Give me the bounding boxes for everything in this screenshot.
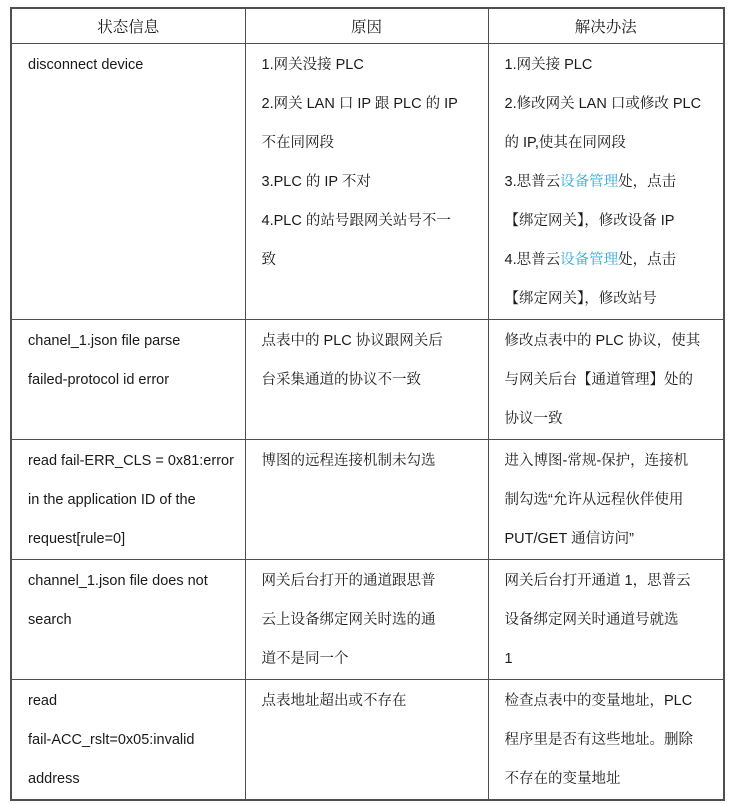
text-run: channel_1.json file does not — [28, 572, 208, 589]
cell-line — [505, 46, 718, 85]
cell-line — [262, 241, 482, 280]
text-run: 处，点击 — [618, 173, 677, 190]
text-run: 4.PLC 的站号跟网关站号不一 — [261, 212, 451, 229]
text-run: 【绑定网关】，修改设备 IP — [504, 212, 675, 229]
text-run: 修改点表中的 PLC 协议，使其 — [504, 332, 701, 349]
text-run: 1 — [504, 650, 513, 667]
highlighted-term: 设备管理 — [560, 251, 619, 268]
cell-line — [28, 322, 239, 361]
table-row — [11, 439, 724, 559]
text-run: failed-protocol id error — [28, 371, 170, 388]
text-run: 程序里是否有这些地址。删除 — [504, 731, 693, 748]
cell-line — [28, 721, 239, 760]
text-run: fail-ACC_rslt=0x05:invalid — [28, 731, 195, 748]
text-run: 博图的远程连接机制未勾选 — [261, 452, 436, 469]
text-run: 进入博图-常规-保护，连接机 — [504, 452, 689, 469]
cell-line — [505, 682, 718, 721]
cell-line — [505, 601, 718, 640]
cell-solution — [488, 559, 724, 679]
cell-line — [262, 601, 482, 640]
text-run: 3.PLC 的 IP 不对 — [261, 173, 371, 190]
cell-solution — [488, 679, 724, 800]
text-run: 2.网关 LAN 口 IP 跟 PLC 的 IP — [261, 95, 458, 112]
text-run: chanel_1.json file parse — [28, 332, 181, 349]
cell-status — [11, 43, 245, 319]
cell-line — [262, 361, 482, 400]
cell-line — [262, 202, 482, 241]
text-run: 【绑定网关】，修改站号 — [504, 290, 657, 307]
cell-line — [262, 442, 482, 481]
text-run: read fail-ERR_CLS = 0x81:error — [28, 452, 234, 469]
cell-line — [505, 124, 718, 163]
cell-line — [28, 760, 239, 799]
cell-line — [505, 202, 718, 241]
cell-line — [262, 46, 482, 85]
table-row — [11, 679, 724, 800]
cell-cause — [245, 679, 488, 800]
cell-line — [262, 682, 482, 721]
text-run: 3.思普云 — [504, 173, 561, 190]
text-run: 点表中的 PLC 协议跟网关后 — [261, 332, 443, 349]
text-run: 不存在的变量地址 — [504, 770, 621, 787]
text-run: 云上设备绑定网关时选的通 — [261, 611, 436, 628]
cell-cause — [245, 559, 488, 679]
cell-status — [11, 319, 245, 439]
highlighted-term: 设备管理 — [560, 173, 619, 190]
cell-line — [262, 85, 482, 124]
cell-status — [11, 559, 245, 679]
cell-line — [28, 601, 239, 640]
column-header-cause: 原因 — [245, 8, 488, 43]
text-run: search — [28, 611, 72, 628]
cell-line — [505, 562, 718, 601]
cell-line — [28, 442, 239, 481]
cell-status — [11, 679, 245, 800]
text-run: PUT/GET 通信访问” — [504, 530, 634, 547]
text-run: 台采集通道的协议不一致 — [261, 371, 421, 388]
cell-line — [505, 400, 718, 439]
cell-line — [505, 520, 718, 559]
text-run: 与网关后台【通道管理】处的 — [504, 371, 693, 388]
cell-line — [505, 322, 718, 361]
text-run: address — [28, 770, 80, 787]
text-run: 协议一致 — [504, 410, 563, 427]
cell-line — [262, 640, 482, 679]
cell-line — [505, 760, 718, 799]
text-run: 1.网关没接 PLC — [261, 56, 364, 73]
text-run: 2.修改网关 LAN 口或修改 PLC — [504, 95, 702, 112]
text-run: 设备绑定网关时通道号就选 — [504, 611, 679, 628]
troubleshooting-table — [10, 7, 725, 801]
table-row — [11, 43, 724, 319]
cell-line — [28, 682, 239, 721]
text-run: 的 IP,使其在同网段 — [504, 134, 626, 151]
text-run: 4.思普云 — [504, 251, 561, 268]
cell-cause — [245, 439, 488, 559]
cell-line — [262, 562, 482, 601]
cell-line — [505, 640, 718, 679]
cell-cause — [245, 43, 488, 319]
cell-line — [28, 481, 239, 520]
cell-solution — [488, 319, 724, 439]
cell-line — [505, 85, 718, 124]
cell-line — [28, 520, 239, 559]
cell-line — [505, 241, 718, 280]
text-run: 不在同网段 — [261, 134, 334, 151]
cell-line — [505, 442, 718, 481]
text-run: 道不是同一个 — [261, 650, 349, 667]
cell-solution — [488, 43, 724, 319]
text-run: 检查点表中的变量地址，PLC — [504, 692, 693, 709]
table-row — [11, 319, 724, 439]
text-run: 网关后台打开的通道跟思普 — [261, 572, 436, 589]
cell-line — [262, 124, 482, 163]
cell-line — [28, 361, 239, 400]
text-run: read — [28, 692, 58, 709]
cell-cause — [245, 319, 488, 439]
header-row — [11, 8, 724, 43]
table-row — [11, 559, 724, 679]
column-header-solution: 解决办法 — [488, 8, 724, 43]
text-run: request[rule=0] — [28, 530, 126, 547]
text-run: in the application ID of the — [28, 491, 196, 508]
text-run: 网关后台打开通道 1，思普云 — [504, 572, 691, 589]
text-run: 点表地址超出或不存在 — [261, 692, 407, 709]
cell-line — [505, 481, 718, 520]
text-run: 处，点击 — [618, 251, 677, 268]
cell-line — [262, 322, 482, 361]
column-header-status: 状态信息 — [11, 8, 245, 43]
cell-line — [505, 721, 718, 760]
cell-status — [11, 439, 245, 559]
cell-line — [505, 163, 718, 202]
cell-line — [28, 562, 239, 601]
cell-line — [505, 361, 718, 400]
text-run: 制勾选“允许从远程伙伴使用 — [504, 491, 684, 508]
text-run: 1.网关接 PLC — [504, 56, 593, 73]
cell-line — [28, 46, 239, 85]
cell-line — [262, 163, 482, 202]
cell-solution — [488, 439, 724, 559]
text-run: 致 — [261, 251, 276, 268]
cell-line — [505, 280, 718, 319]
text-run: disconnect device — [28, 56, 144, 73]
